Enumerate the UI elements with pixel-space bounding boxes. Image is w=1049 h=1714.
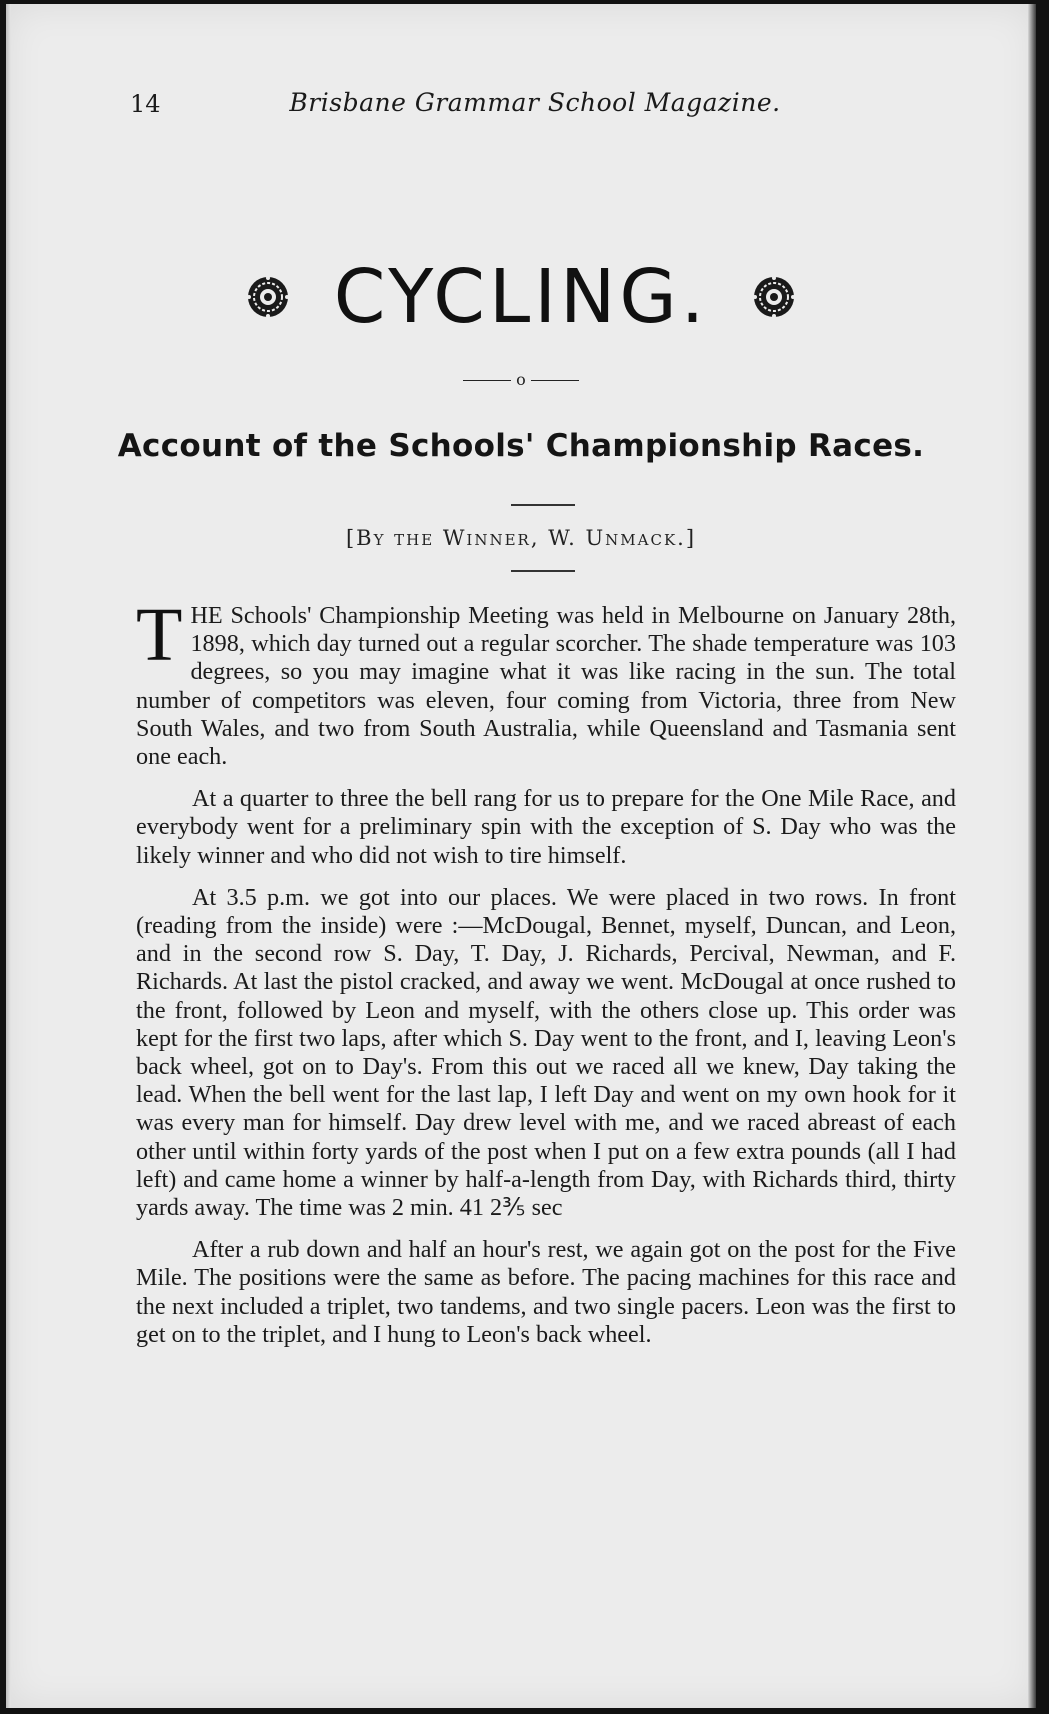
- title-row: [6, 252, 1036, 342]
- article-title: CYCLING.: [333, 254, 709, 340]
- article-subtitle: Account of the Schools' Championship Races.: [117, 428, 925, 464]
- running-head: [6, 88, 1036, 122]
- page-number: 14: [130, 90, 161, 118]
- paragraph: At 3.5 p.m. we got into our places. We were placed in two rows. In front (reading from the inside) were :—McDougal, Bennet, myself, Duncan, and Leon, and in the second row S. Day, T. Day, J. Richards, Percival, Newman, and F. Richards. At last the pistol cracked, and away we went. McDougal at once rushed to the front, followed by Leon and myself, with the others close up. This order was kept for the first two laps, after which S. Day went to the front, and I, leaving Leon's back wheel, got on to Day's. From this out we raced all we knew, Day taking the lead. When the bell went for the last lap, I left Day and went on my own hook for it was every man for himself. Day drew level with me, and we raced abreast of each other until within forty yards of the post when I put on a few extra pounds (all I had left) and came home a winner by half-a-length from Day, with Richards third, thirty yards away. The time was 2 min. 41 2⅗ sec: [136, 883, 956, 1222]
- drop-cap: T: [136, 593, 183, 677]
- byline: [By the Winner, W. Unmack.]: [345, 526, 697, 550]
- rule-above-byline: [511, 504, 575, 506]
- magazine-page: [6, 4, 1036, 1708]
- paragraph-text: HE Schools' Championship Meeting was held in Melbourne on January 28th, 1898, which day turned out a regular scorcher. The shade temperature was 103 degrees, so you may imagine what it was like racing in the sun. The total number of competitors was eleven, four coming from Victoria, three from New South Wales, and two from South Australia, while Queensland and Tasmania sent one each.: [136, 602, 956, 771]
- paragraph: At a quarter to three the bell rang for us to prepare for the One Mile Race, and everybody went for a preliminary spin with the exception of S. Day who was the likely winner and who did not wish to tire himself.: [136, 785, 956, 869]
- article-body: [136, 593, 956, 1363]
- paragraph: [136, 593, 956, 771]
- divider-line-right: [531, 380, 579, 381]
- divider-mark: o: [516, 370, 526, 389]
- rosette-ornament-icon: [246, 275, 290, 319]
- rule-below-byline: [511, 570, 575, 572]
- divider-line-left: [463, 380, 511, 381]
- title-divider: [6, 370, 1036, 389]
- journal-title: Brisbane Grammar School Magazine.: [289, 88, 781, 117]
- paragraph: After a rub down and half an hour's rest, we again got on the post for the Five Mile. The positions were the same as before. The pacing machines for this race and the next included a triplet, two tandems, and two single pacers. Leon was the first to get on to the triplet, and I hung to Leon's back wheel.: [136, 1236, 956, 1348]
- rosette-ornament-icon: [752, 275, 796, 319]
